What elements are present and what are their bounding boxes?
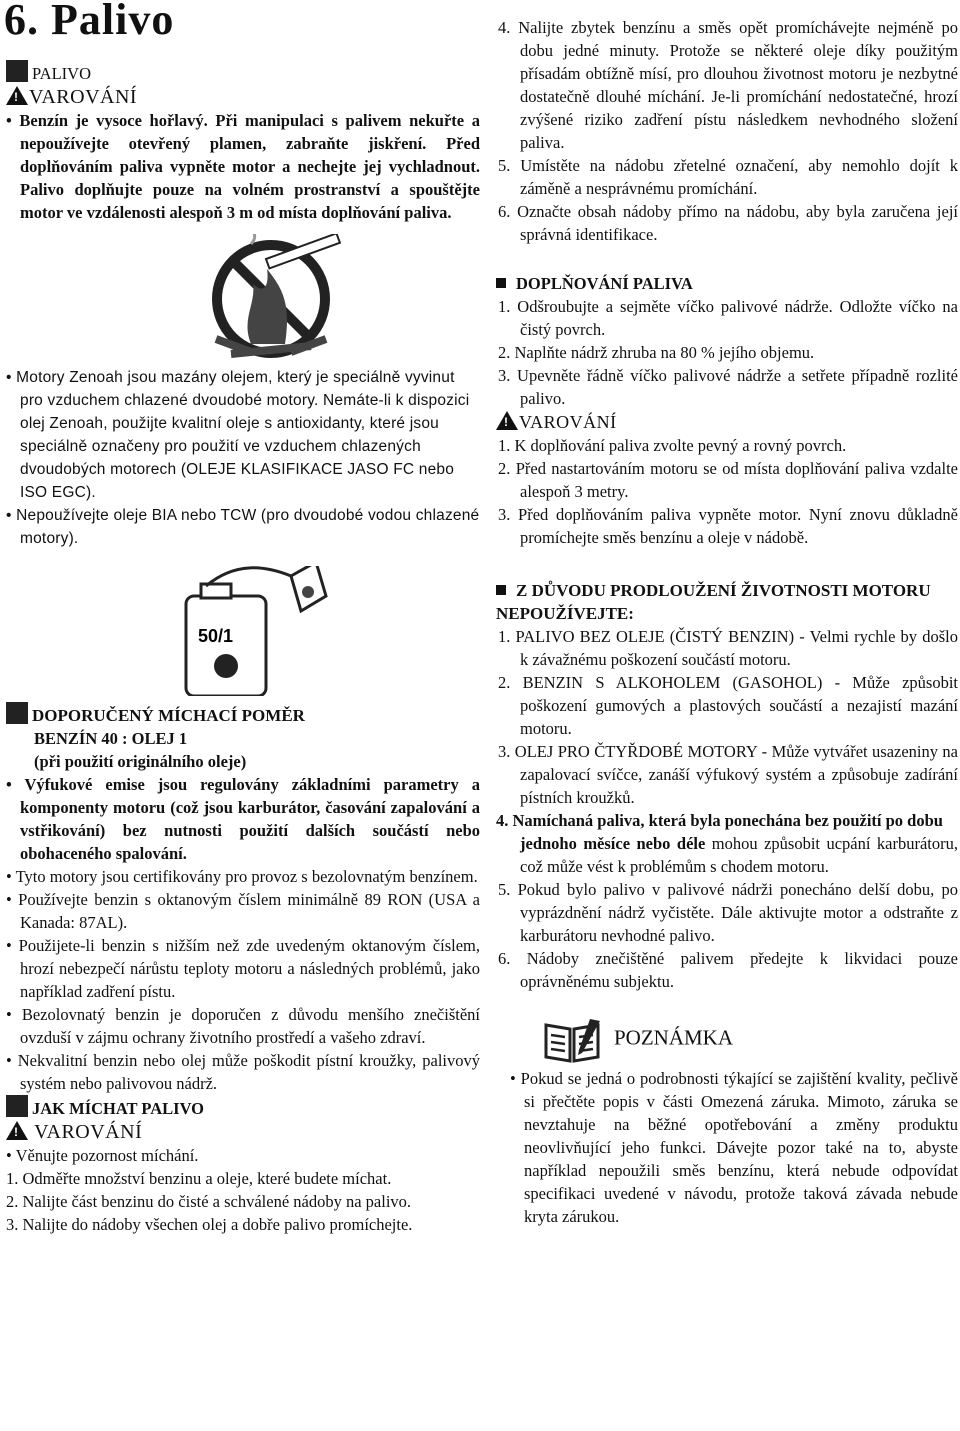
howto-warning-label: VAROVÁNÍ <box>34 1121 143 1143</box>
oil-bullet: • Nepoužívejte oleje BIA nebo TCW (pro dvoudobé vodou chlazené motory). <box>6 507 480 547</box>
section-square-icon <box>496 585 506 595</box>
avoid-item: 6. Nádoby znečištěné palivem předejte k likvidaci pouze oprávněnému subjektu. <box>498 949 958 991</box>
mix-bullet: • Používejte benzin s oktanovým číslem minimálně 89 RON (USA a Kanada: 87AL). <box>6 890 480 932</box>
fuel-canister-icon <box>6 566 480 696</box>
avoid-heading <box>496 579 958 625</box>
palivo-heading-label: PALIVO <box>32 64 91 83</box>
warning-heading <box>6 85 480 109</box>
mix-heading-label: DOPORUČENÝ MÍCHACÍ POMĚR <box>32 706 305 725</box>
refuel-heading-label: DOPLŇOVÁNÍ PALIVA <box>516 274 693 293</box>
mix-bullet: • Výfukové emise jsou regulovány základními parametry a komponenty motoru (což jsou karburátor, časování zapalování a vstřikování) bez nutnosti použití dalších součástí nebo obohaceného spalování. <box>6 775 480 863</box>
mix-bullet: • Nekvalitní benzin nebo olej může poškodit pístní kroužky, palivový systém nebo palivovou nádrž. <box>6 1051 480 1093</box>
warning-bullet: • Benzín je vysoce hořlavý. Při manipulaci s palivem nekuřte a nepoužívejte otevřený plamen, zabraňte jiskření. Před doplňováním paliva vypněte motor a nechejte jej vychladnout. Palivo doplňujte pouze na volném prostranství a spouštějte motor ve vzdálenosti alespoň 3 m od místa doplňování paliva. <box>6 111 480 222</box>
canister-ratio-label: 50/1 <box>198 626 234 646</box>
avoid-item-lead: 2. BENZIN S ALKOHOLEM (GASOHOL) - <box>498 673 853 692</box>
mix-note: (při použití originálního oleje) <box>34 752 247 771</box>
notebook-icon <box>542 1019 602 1063</box>
oil-bullet: • Motory Zenoah jsou mazány olejem, který je speciálně vyvinut pro vzduchem chlazené dvoudobé motory. Nemáte-li k dispozici olej Zenoah, použijte kvalitní oleje s antioxidanty, které jsou speciálně označeny pro použití ve vzduchem chlazených dvoudobých motorech (OLEJE KLASIFIKACE JASO FC nebo ISO EGC). <box>6 369 470 501</box>
note-heading <box>496 1019 958 1063</box>
howto-item: 2. Nalijte část benzinu do čisté a schválené nádoby na palivo. <box>6 1192 412 1211</box>
page-title: 6. Palivo <box>4 0 175 44</box>
refuel-warning-item: 1. K doplňování paliva zvolte pevný a rovný povrch. <box>498 436 847 455</box>
mix-step: 4. Nalijte zbytek benzínu a směs opět promíchávejte nejméně po dobu jedné minuty. Protože se některé oleje díky použitým přísadám obtížně mísí, pro dlouhou životnost motoru je nezbytné dostatečně dlouhé míchání. Je-li promíchání nedostatečné, hrozí zvýšené riziko zadření pístu následkem nevhodného složení paliva. <box>498 18 958 152</box>
refuel-warning-item: 3. Před doplňováním paliva vypněte motor. Nyní znovu důkladně promíchejte směs benzínu a oleje v nádobě. <box>498 505 958 547</box>
note-text: • Pokud se jedná o podrobnosti týkající se zajištění kvality, pečlivě si přečtěte popis v části Omezená záruka. Mimoto, záruka se nevztahuje na běžné opotřebování a změny produktu neovlivňující jeho funkci. Dávejte pozor také na to, abyste například nepoužili směs benzínu, která nebude odpovídat specifikaci uvedené v návodu, protože taková závada nebude kryta zárukou. <box>510 1069 958 1226</box>
mix-bullet: • Bezolovnatý benzin je doporučen z důvodu menšího znečištění ovzduší v zájmu ochrany životního prostředí a vašeho zdraví. <box>6 1005 480 1047</box>
left-column <box>6 60 480 1236</box>
refuel-warning-label: VAROVÁNÍ <box>519 412 617 432</box>
section-square-icon <box>6 60 28 82</box>
warning-heading-label: VAROVÁNÍ <box>29 86 138 108</box>
howto-item: 3. Nalijte do nádoby všechen olej a dobře palivo promíchejte. <box>6 1215 413 1234</box>
avoid-item-4-bold: 4. Namíchaná paliva, která byla ponechána bez použití po dobu <box>496 811 943 830</box>
avoid-item-rest: Může způsobit poškození gumových a plastových součástí a nezajistí mazání motoru. <box>520 673 959 738</box>
howto-item: • Věnujte pozornost míchání. <box>6 1146 199 1165</box>
avoid-item <box>496 740 958 809</box>
avoid-item-4-rest: mohou způsobit ucpání karburátoru, což může vést k problémům s chodem motoru. <box>520 834 958 876</box>
howto-heading-label: JAK MÍCHAT PALIVO <box>32 1099 205 1118</box>
refuel-step: 2. Naplňte nádrž zhruba na 80 % jejího objemu. <box>498 343 815 362</box>
no-smoking-fire-icon <box>6 234 480 364</box>
avoid-item-4-bold2: jednoho měsíce nebo déle <box>520 834 706 853</box>
refuel-warning <box>496 410 958 434</box>
avoid-heading-label: Z DŮVODU PRODLOUŽENÍ ŽIVOTNOSTI MOTORU NEPOUŽÍVEJTE: <box>496 581 931 623</box>
section-square-icon <box>6 1095 28 1117</box>
avoid-item <box>496 625 958 671</box>
mix-step: 5. Umístěte na nádobu zřetelné označení, aby nemohlo dojít k záměně a nesprávnému promíchání. <box>498 156 958 198</box>
refuel-step: 1. Odšroubujte a sejměte víčko palivové nádrže. Odložte víčko na čistý povrch. <box>498 297 958 339</box>
refuel-warning-item: 2. Před nastartováním motoru se od místa doplňování paliva vzdalte alespoň 3 metry. <box>498 459 958 501</box>
refuel-heading <box>496 272 958 295</box>
mix-bullet: • Tyto motory jsou certifikovány pro provoz s bezolovnatým benzínem. <box>6 867 478 886</box>
avoid-item: 5. Pokud bylo palivo v palivové nádrži ponecháno delší dobu, po vyprázdnění nádrž vyčistěte. Dále aktivujte motor a odstraňte z karburátoru nevhodné palivo. <box>498 880 958 945</box>
mix-ratio: BENZÍN 40 : OLEJ 1 <box>34 729 188 748</box>
right-column <box>496 16 958 1228</box>
warning-icon <box>6 86 28 105</box>
refuel-step: 3. Upevněte řádně víčko palivové nádrže a setřete případně rozlité palivo. <box>498 366 958 408</box>
section-square-icon <box>6 702 28 724</box>
avoid-item-rest: Může vytvářet usazeniny na zapalovací svíčce, zanáší výfukový systém a způsobuje zadírání pístních kroužků. <box>520 742 958 807</box>
howto-warning <box>6 1120 480 1144</box>
mix-step: 6. Označte obsah nádoby přímo na nádobu, aby byla zaručena její správná identifikace. <box>498 202 958 244</box>
note-heading-label: POZNÁMKA <box>614 1025 734 1050</box>
warning-icon <box>496 411 518 430</box>
mix-heading <box>6 702 480 727</box>
section-square-icon <box>496 278 506 288</box>
howto-item: 1. Odměřte množství benzinu a oleje, které budete míchat. <box>6 1169 392 1188</box>
howto-heading <box>6 1095 480 1120</box>
avoid-item-4 <box>496 832 958 878</box>
avoid-item-rest: Velmi rychle by došlo k závažnému poškození součástí motoru. <box>520 627 958 669</box>
avoid-item-lead: 3. OLEJ PRO ČTYŘDOBÉ MOTORY - <box>498 742 772 761</box>
mix-bullet: • Použijete-li benzin s nižším než zde uvedeným oktanovým číslem, hrozí nebezpečí nárůstu teploty motoru a následných problémů, jako například zadření pístu. <box>6 936 480 1001</box>
warning-icon <box>6 1121 28 1140</box>
avoid-item-lead: 1. PALIVO BEZ OLEJE (ČISTÝ BENZIN) - <box>498 627 810 646</box>
palivo-heading <box>6 60 480 85</box>
avoid-item <box>496 671 958 740</box>
